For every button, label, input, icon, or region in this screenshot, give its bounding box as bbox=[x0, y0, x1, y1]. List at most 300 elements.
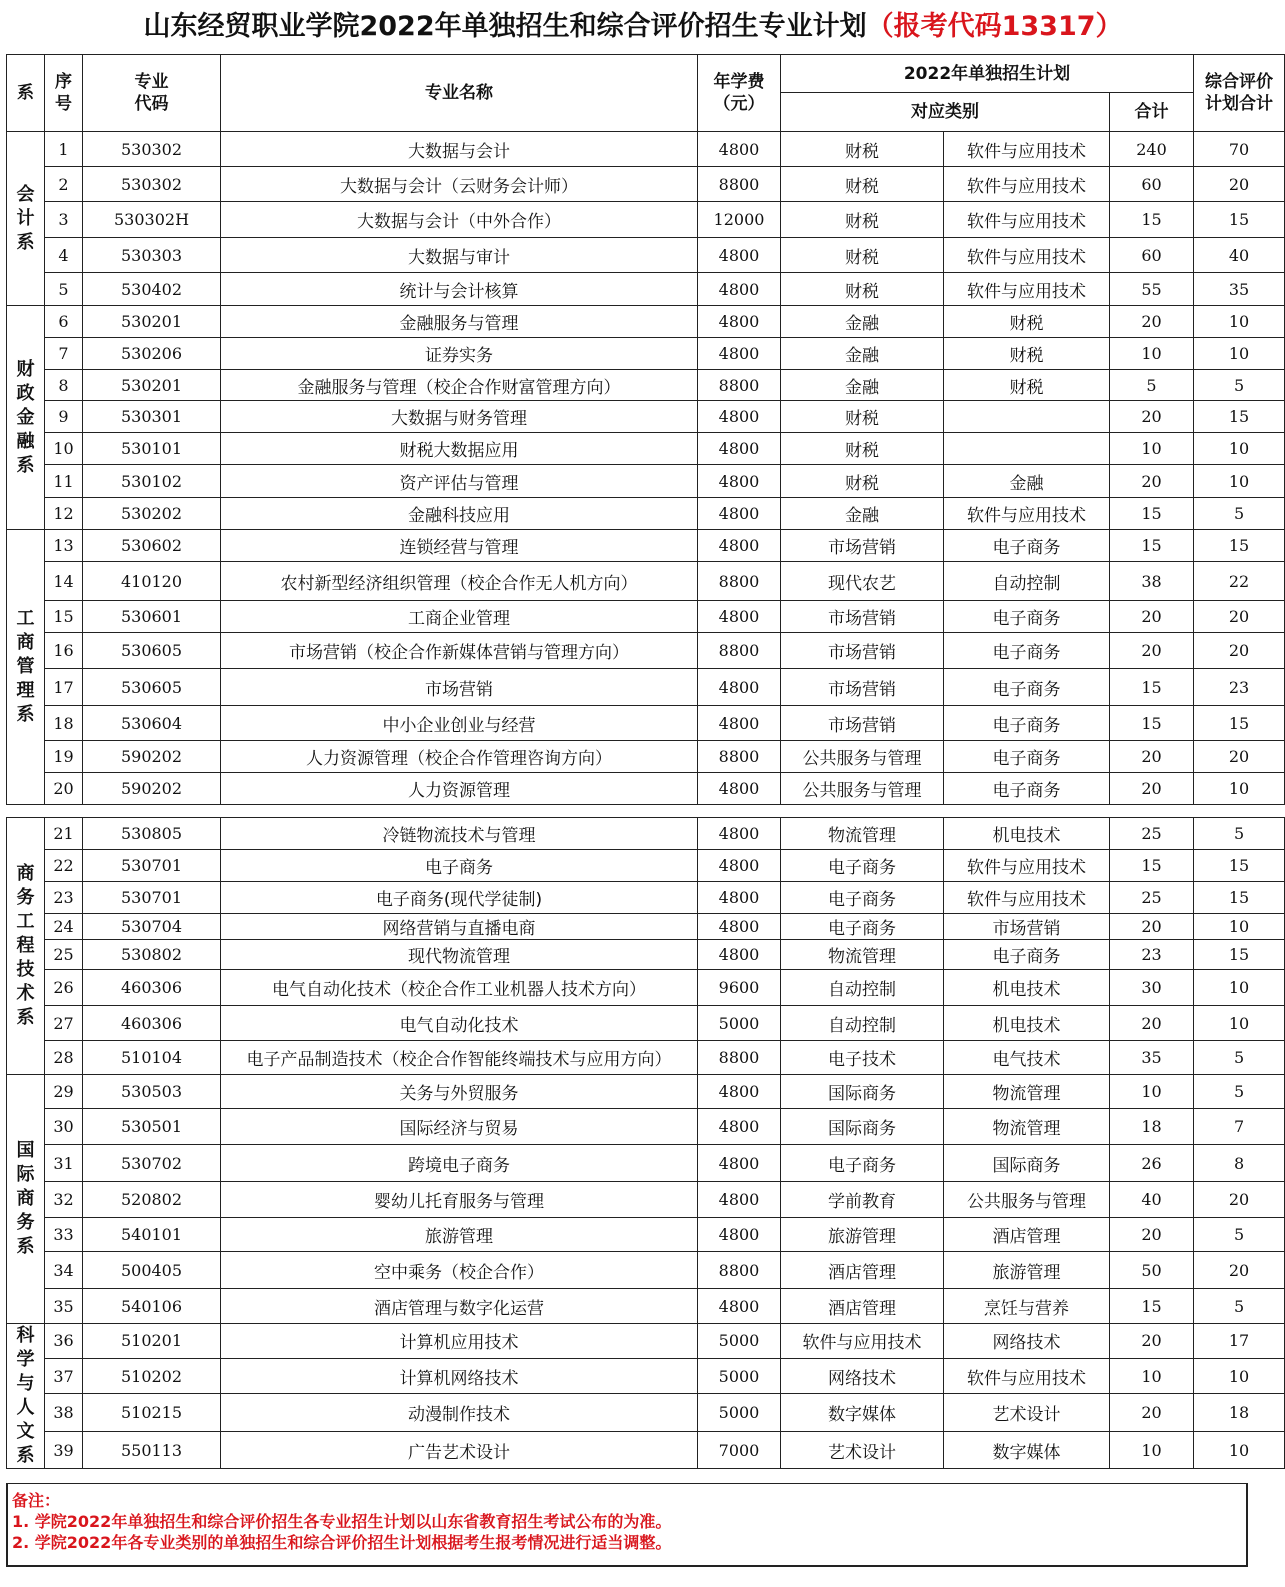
name-cell: 资产评估与管理 bbox=[221, 465, 698, 498]
code-cell: 520802 bbox=[83, 1182, 221, 1218]
seq-cell: 18 bbox=[45, 706, 83, 741]
name-cell: 人力资源管理（校企合作管理咨询方向） bbox=[221, 741, 698, 773]
name-cell: 证券实务 bbox=[221, 338, 698, 370]
comprehensive-cell: 10 bbox=[1194, 970, 1285, 1006]
fee-cell: 4800 bbox=[698, 1145, 781, 1182]
table-gap bbox=[7, 805, 1285, 818]
category-2-cell: 自动控制 bbox=[944, 562, 1110, 601]
seq-cell: 20 bbox=[45, 773, 83, 805]
category-2-cell: 电子商务 bbox=[944, 530, 1110, 562]
table-row bbox=[7, 850, 1285, 882]
category-1-cell: 物流管理 bbox=[781, 940, 944, 970]
table-row bbox=[7, 132, 1285, 167]
category-2-cell: 机电技术 bbox=[944, 818, 1110, 850]
category-2-cell: 物流管理 bbox=[944, 1075, 1110, 1109]
total-cell: 5 bbox=[1110, 370, 1194, 401]
dept-cell: 会计系 bbox=[7, 132, 45, 306]
comprehensive-cell: 15 bbox=[1194, 940, 1285, 970]
seq-cell: 7 bbox=[45, 338, 83, 370]
total-cell: 15 bbox=[1110, 202, 1194, 238]
comprehensive-cell: 10 bbox=[1194, 1358, 1285, 1394]
comprehensive-cell: 8 bbox=[1194, 1145, 1285, 1182]
title-code: （报考代码13317） bbox=[866, 11, 1123, 42]
category-1-cell: 财税 bbox=[781, 401, 944, 433]
category-1-cell: 财税 bbox=[781, 238, 944, 273]
comprehensive-cell: 10 bbox=[1194, 306, 1285, 338]
notes-box bbox=[6, 1483, 1248, 1567]
total-cell: 20 bbox=[1110, 1324, 1194, 1359]
fee-cell: 4800 bbox=[698, 882, 781, 914]
category-1-cell: 财税 bbox=[781, 167, 944, 202]
total-cell: 10 bbox=[1110, 1075, 1194, 1109]
category-1-cell: 电子商务 bbox=[781, 1145, 944, 1182]
category-1-cell: 旅游管理 bbox=[781, 1218, 944, 1252]
comprehensive-cell: 20 bbox=[1194, 741, 1285, 773]
table-row bbox=[7, 562, 1285, 601]
category-2-cell: 软件与应用技术 bbox=[944, 498, 1110, 530]
table-row bbox=[7, 882, 1285, 914]
seq-cell: 29 bbox=[45, 1075, 83, 1109]
name-cell: 大数据与会计 bbox=[221, 132, 698, 167]
fee-cell: 7000 bbox=[698, 1432, 781, 1469]
code-cell: 540106 bbox=[83, 1289, 221, 1324]
category-1-cell: 软件与应用技术 bbox=[781, 1324, 944, 1359]
dept-cell: 工商管理系 bbox=[7, 530, 45, 805]
table-row bbox=[7, 818, 1285, 850]
fee-cell: 4800 bbox=[698, 601, 781, 633]
table-row bbox=[7, 306, 1285, 338]
code-cell: 530704 bbox=[83, 914, 221, 940]
category-2-cell: 市场营销 bbox=[944, 914, 1110, 940]
table-row bbox=[7, 1432, 1285, 1469]
fee-cell: 4800 bbox=[698, 273, 781, 306]
total-cell: 15 bbox=[1110, 1289, 1194, 1324]
comprehensive-cell: 10 bbox=[1194, 433, 1285, 465]
dept-cell: 国际商务系 bbox=[7, 1075, 45, 1324]
name-cell: 国际经济与贸易 bbox=[221, 1109, 698, 1145]
fee-cell: 8800 bbox=[698, 633, 781, 669]
header-name: 专业名称 bbox=[221, 55, 698, 132]
comprehensive-cell: 10 bbox=[1194, 914, 1285, 940]
fee-cell: 8800 bbox=[698, 370, 781, 401]
total-cell: 15 bbox=[1110, 669, 1194, 706]
name-cell: 电子商务 bbox=[221, 850, 698, 882]
category-1-cell: 国际商务 bbox=[781, 1075, 944, 1109]
table-row bbox=[7, 1075, 1285, 1109]
name-cell: 财税大数据应用 bbox=[221, 433, 698, 465]
table-row bbox=[7, 465, 1285, 498]
notes-line-1: 1. 学院2022年单独招生和综合评价招生各专业招生计划以山东省教育招生考试公布的为准。 bbox=[12, 1512, 672, 1531]
code-cell: 510201 bbox=[83, 1324, 221, 1359]
fee-cell: 8800 bbox=[698, 1252, 781, 1289]
table-row bbox=[7, 706, 1285, 741]
name-cell: 金融科技应用 bbox=[221, 498, 698, 530]
comprehensive-cell: 40 bbox=[1194, 238, 1285, 273]
table-row bbox=[7, 1252, 1285, 1289]
seq-cell: 8 bbox=[45, 370, 83, 401]
code-cell: 530702 bbox=[83, 1145, 221, 1182]
total-cell: 10 bbox=[1110, 1358, 1194, 1394]
fee-cell: 4800 bbox=[698, 1109, 781, 1145]
category-2-cell: 电子商务 bbox=[944, 633, 1110, 669]
total-cell: 55 bbox=[1110, 273, 1194, 306]
total-cell: 15 bbox=[1110, 850, 1194, 882]
total-cell: 20 bbox=[1110, 401, 1194, 433]
total-cell: 38 bbox=[1110, 562, 1194, 601]
comprehensive-cell: 5 bbox=[1194, 498, 1285, 530]
category-1-cell: 电子商务 bbox=[781, 850, 944, 882]
table-row bbox=[7, 1006, 1285, 1041]
category-1-cell: 自动控制 bbox=[781, 1006, 944, 1041]
fee-cell: 8800 bbox=[698, 167, 781, 202]
fee-cell: 4800 bbox=[698, 338, 781, 370]
category-2-cell: 物流管理 bbox=[944, 1109, 1110, 1145]
category-2-cell: 软件与应用技术 bbox=[944, 850, 1110, 882]
comprehensive-cell: 20 bbox=[1194, 633, 1285, 669]
table-row bbox=[7, 741, 1285, 773]
name-cell: 广告艺术设计 bbox=[221, 1432, 698, 1469]
category-1-cell: 财税 bbox=[781, 202, 944, 238]
total-cell: 20 bbox=[1110, 1394, 1194, 1432]
seq-cell: 31 bbox=[45, 1145, 83, 1182]
category-2-cell: 机电技术 bbox=[944, 970, 1110, 1006]
name-cell: 工商企业管理 bbox=[221, 601, 698, 633]
table-row bbox=[7, 633, 1285, 669]
header-comprehensive: 综合评价计划合计 bbox=[1194, 55, 1285, 132]
fee-cell: 4800 bbox=[698, 773, 781, 805]
category-1-cell: 电子技术 bbox=[781, 1041, 944, 1075]
fee-cell: 4800 bbox=[698, 914, 781, 940]
total-cell: 60 bbox=[1110, 167, 1194, 202]
comprehensive-cell: 70 bbox=[1194, 132, 1285, 167]
table-row bbox=[7, 1041, 1285, 1075]
total-cell: 10 bbox=[1110, 338, 1194, 370]
category-1-cell: 网络技术 bbox=[781, 1358, 944, 1394]
comprehensive-cell: 10 bbox=[1194, 465, 1285, 498]
fee-cell: 4800 bbox=[698, 1289, 781, 1324]
name-cell: 市场营销（校企合作新媒体营销与管理方向） bbox=[221, 633, 698, 669]
table-row bbox=[7, 1182, 1285, 1218]
seq-cell: 1 bbox=[45, 132, 83, 167]
comprehensive-cell: 20 bbox=[1194, 601, 1285, 633]
category-1-cell: 国际商务 bbox=[781, 1109, 944, 1145]
code-cell: 530701 bbox=[83, 882, 221, 914]
comprehensive-cell: 15 bbox=[1194, 401, 1285, 433]
table-row bbox=[7, 1109, 1285, 1145]
category-2-cell: 软件与应用技术 bbox=[944, 882, 1110, 914]
fee-cell: 5000 bbox=[698, 1006, 781, 1041]
seq-cell: 14 bbox=[45, 562, 83, 601]
total-cell: 10 bbox=[1110, 433, 1194, 465]
fee-cell: 4800 bbox=[698, 940, 781, 970]
code-cell: 530601 bbox=[83, 601, 221, 633]
category-2-cell: 软件与应用技术 bbox=[944, 238, 1110, 273]
fee-cell: 4800 bbox=[698, 850, 781, 882]
category-2-cell: 电气技术 bbox=[944, 1041, 1110, 1075]
name-cell: 中小企业创业与经营 bbox=[221, 706, 698, 741]
total-cell: 15 bbox=[1110, 706, 1194, 741]
category-2-cell: 软件与应用技术 bbox=[944, 202, 1110, 238]
table-row bbox=[7, 238, 1285, 273]
category-2-cell: 国际商务 bbox=[944, 1145, 1110, 1182]
table-row bbox=[7, 338, 1285, 370]
name-cell: 大数据与会计（云财务会计师） bbox=[221, 167, 698, 202]
code-cell: 530206 bbox=[83, 338, 221, 370]
total-cell: 25 bbox=[1110, 882, 1194, 914]
total-cell: 15 bbox=[1110, 498, 1194, 530]
table-row bbox=[7, 433, 1285, 465]
code-cell: 530402 bbox=[83, 273, 221, 306]
name-cell: 连锁经营与管理 bbox=[221, 530, 698, 562]
category-2-cell: 公共服务与管理 bbox=[944, 1182, 1110, 1218]
code-cell: 530202 bbox=[83, 498, 221, 530]
seq-cell: 32 bbox=[45, 1182, 83, 1218]
category-2-cell bbox=[944, 401, 1110, 433]
name-cell: 关务与外贸服务 bbox=[221, 1075, 698, 1109]
name-cell: 现代物流管理 bbox=[221, 940, 698, 970]
total-cell: 25 bbox=[1110, 818, 1194, 850]
name-cell: 金融服务与管理 bbox=[221, 306, 698, 338]
code-cell: 590202 bbox=[83, 773, 221, 805]
comprehensive-cell: 5 bbox=[1194, 1075, 1285, 1109]
seq-cell: 24 bbox=[45, 914, 83, 940]
table-row bbox=[7, 970, 1285, 1006]
category-2-cell: 软件与应用技术 bbox=[944, 167, 1110, 202]
code-cell: 510215 bbox=[83, 1394, 221, 1432]
category-2-cell: 电子商务 bbox=[944, 669, 1110, 706]
comprehensive-cell: 10 bbox=[1194, 1006, 1285, 1041]
seq-cell: 6 bbox=[45, 306, 83, 338]
comprehensive-cell: 15 bbox=[1194, 530, 1285, 562]
table-row bbox=[7, 401, 1285, 433]
code-cell: 530605 bbox=[83, 633, 221, 669]
category-1-cell: 财税 bbox=[781, 273, 944, 306]
category-1-cell: 金融 bbox=[781, 306, 944, 338]
code-cell: 530303 bbox=[83, 238, 221, 273]
table-row bbox=[7, 1145, 1285, 1182]
header-category: 对应类别 bbox=[781, 93, 1110, 132]
category-1-cell: 电子商务 bbox=[781, 882, 944, 914]
table-row bbox=[7, 669, 1285, 706]
fee-cell: 4800 bbox=[698, 498, 781, 530]
code-cell: 530302 bbox=[83, 132, 221, 167]
name-cell: 大数据与会计（中外合作） bbox=[221, 202, 698, 238]
seq-cell: 9 bbox=[45, 401, 83, 433]
comprehensive-cell: 20 bbox=[1194, 167, 1285, 202]
code-cell: 530201 bbox=[83, 370, 221, 401]
comprehensive-cell: 35 bbox=[1194, 273, 1285, 306]
category-1-cell: 公共服务与管理 bbox=[781, 741, 944, 773]
comprehensive-cell: 10 bbox=[1194, 1432, 1285, 1469]
fee-cell: 4800 bbox=[698, 465, 781, 498]
code-cell: 530604 bbox=[83, 706, 221, 741]
comprehensive-cell: 15 bbox=[1194, 706, 1285, 741]
comprehensive-cell: 15 bbox=[1194, 202, 1285, 238]
category-1-cell: 公共服务与管理 bbox=[781, 773, 944, 805]
seq-cell: 13 bbox=[45, 530, 83, 562]
fee-cell: 5000 bbox=[698, 1394, 781, 1432]
code-cell: 530201 bbox=[83, 306, 221, 338]
seq-cell: 15 bbox=[45, 601, 83, 633]
seq-cell: 28 bbox=[45, 1041, 83, 1075]
comprehensive-cell: 17 bbox=[1194, 1324, 1285, 1359]
seq-cell: 34 bbox=[45, 1252, 83, 1289]
code-cell: 510202 bbox=[83, 1358, 221, 1394]
seq-cell: 37 bbox=[45, 1358, 83, 1394]
total-cell: 26 bbox=[1110, 1145, 1194, 1182]
seq-cell: 39 bbox=[45, 1432, 83, 1469]
category-1-cell: 财税 bbox=[781, 132, 944, 167]
fee-cell: 4800 bbox=[698, 433, 781, 465]
total-cell: 40 bbox=[1110, 1182, 1194, 1218]
seq-cell: 23 bbox=[45, 882, 83, 914]
table-row bbox=[7, 773, 1285, 805]
code-cell: 510104 bbox=[83, 1041, 221, 1075]
total-cell: 20 bbox=[1110, 1218, 1194, 1252]
category-2-cell: 烹饪与营养 bbox=[944, 1289, 1110, 1324]
notes-heading: 备注： bbox=[12, 1491, 61, 1510]
comprehensive-cell: 18 bbox=[1194, 1394, 1285, 1432]
comprehensive-cell: 5 bbox=[1194, 818, 1285, 850]
table-row bbox=[7, 1324, 1285, 1359]
category-2-cell: 旅游管理 bbox=[944, 1252, 1110, 1289]
fee-cell: 4800 bbox=[698, 818, 781, 850]
comprehensive-cell: 5 bbox=[1194, 1289, 1285, 1324]
seq-cell: 2 bbox=[45, 167, 83, 202]
seq-cell: 22 bbox=[45, 850, 83, 882]
category-1-cell: 市场营销 bbox=[781, 601, 944, 633]
code-cell: 530301 bbox=[83, 401, 221, 433]
category-1-cell: 财税 bbox=[781, 433, 944, 465]
fee-cell: 4800 bbox=[698, 706, 781, 741]
total-cell: 50 bbox=[1110, 1252, 1194, 1289]
category-1-cell: 财税 bbox=[781, 465, 944, 498]
dept-cell: 科学与人文系 bbox=[7, 1324, 45, 1469]
category-2-cell: 网络技术 bbox=[944, 1324, 1110, 1359]
category-2-cell: 电子商务 bbox=[944, 601, 1110, 633]
seq-cell: 26 bbox=[45, 970, 83, 1006]
fee-cell: 4800 bbox=[698, 1182, 781, 1218]
table-row bbox=[7, 167, 1285, 202]
name-cell: 空中乘务（校企合作） bbox=[221, 1252, 698, 1289]
category-1-cell: 市场营销 bbox=[781, 633, 944, 669]
code-cell: 500405 bbox=[83, 1252, 221, 1289]
seq-cell: 35 bbox=[45, 1289, 83, 1324]
category-1-cell: 金融 bbox=[781, 370, 944, 401]
table-row bbox=[7, 273, 1285, 306]
fee-cell: 4800 bbox=[698, 1218, 781, 1252]
category-1-cell: 自动控制 bbox=[781, 970, 944, 1006]
code-cell: 530602 bbox=[83, 530, 221, 562]
name-cell: 市场营销 bbox=[221, 669, 698, 706]
total-cell: 20 bbox=[1110, 741, 1194, 773]
name-cell: 旅游管理 bbox=[221, 1218, 698, 1252]
table-body bbox=[7, 132, 1285, 1469]
total-cell: 20 bbox=[1110, 601, 1194, 633]
total-cell: 20 bbox=[1110, 773, 1194, 805]
comprehensive-cell: 20 bbox=[1194, 1252, 1285, 1289]
table-row bbox=[7, 1289, 1285, 1324]
category-2-cell: 软件与应用技术 bbox=[944, 132, 1110, 167]
header-total: 合计 bbox=[1110, 93, 1194, 132]
category-2-cell: 机电技术 bbox=[944, 1006, 1110, 1041]
total-cell: 18 bbox=[1110, 1109, 1194, 1145]
total-cell: 20 bbox=[1110, 306, 1194, 338]
name-cell: 大数据与审计 bbox=[221, 238, 698, 273]
header-plan-group: 2022年单独招生计划 bbox=[781, 55, 1194, 93]
seq-cell: 21 bbox=[45, 818, 83, 850]
code-cell: 530503 bbox=[83, 1075, 221, 1109]
category-1-cell: 物流管理 bbox=[781, 818, 944, 850]
comprehensive-cell: 15 bbox=[1194, 882, 1285, 914]
fee-cell: 5000 bbox=[698, 1324, 781, 1359]
code-cell: 460306 bbox=[83, 970, 221, 1006]
code-cell: 590202 bbox=[83, 741, 221, 773]
seq-cell: 12 bbox=[45, 498, 83, 530]
category-1-cell: 电子商务 bbox=[781, 914, 944, 940]
category-2-cell: 电子商务 bbox=[944, 940, 1110, 970]
dept-cell: 商务工程技术系 bbox=[7, 818, 45, 1075]
code-cell: 460306 bbox=[83, 1006, 221, 1041]
seq-cell: 11 bbox=[45, 465, 83, 498]
fee-cell: 9600 bbox=[698, 970, 781, 1006]
code-cell: 530302 bbox=[83, 167, 221, 202]
category-1-cell: 数字媒体 bbox=[781, 1394, 944, 1432]
category-2-cell: 财税 bbox=[944, 338, 1110, 370]
code-cell: 550113 bbox=[83, 1432, 221, 1469]
category-2-cell: 电子商务 bbox=[944, 706, 1110, 741]
table-row bbox=[7, 1394, 1285, 1432]
name-cell: 大数据与财务管理 bbox=[221, 401, 698, 433]
name-cell: 网络营销与直播电商 bbox=[221, 914, 698, 940]
seq-cell: 30 bbox=[45, 1109, 83, 1145]
name-cell: 统计与会计核算 bbox=[221, 273, 698, 306]
comprehensive-cell: 7 bbox=[1194, 1109, 1285, 1145]
fee-cell: 8800 bbox=[698, 1041, 781, 1075]
header-fee: 年学费（元） bbox=[698, 55, 781, 132]
table-row bbox=[7, 202, 1285, 238]
category-2-cell: 酒店管理 bbox=[944, 1218, 1110, 1252]
category-1-cell: 市场营销 bbox=[781, 706, 944, 741]
name-cell: 跨境电子商务 bbox=[221, 1145, 698, 1182]
dept-cell: 财政金融系 bbox=[7, 306, 45, 530]
category-2-cell: 财税 bbox=[944, 370, 1110, 401]
seq-cell: 33 bbox=[45, 1218, 83, 1252]
header-dept: 系 bbox=[7, 55, 45, 132]
code-cell: 530501 bbox=[83, 1109, 221, 1145]
category-2-cell: 财税 bbox=[944, 306, 1110, 338]
comprehensive-cell: 23 bbox=[1194, 669, 1285, 706]
comprehensive-cell: 22 bbox=[1194, 562, 1285, 601]
total-cell: 23 bbox=[1110, 940, 1194, 970]
total-cell: 30 bbox=[1110, 970, 1194, 1006]
name-cell: 计算机应用技术 bbox=[221, 1324, 698, 1359]
table-row bbox=[7, 940, 1285, 970]
seq-cell: 4 bbox=[45, 238, 83, 273]
fee-cell: 4800 bbox=[698, 669, 781, 706]
comprehensive-cell: 5 bbox=[1194, 1218, 1285, 1252]
title-main: 山东经贸职业学院2022年单独招生和综合评价招生专业计划 bbox=[143, 11, 867, 42]
table-row bbox=[7, 530, 1285, 562]
name-cell: 冷链物流技术与管理 bbox=[221, 818, 698, 850]
category-2-cell: 软件与应用技术 bbox=[944, 273, 1110, 306]
comprehensive-cell: 15 bbox=[1194, 850, 1285, 882]
comprehensive-cell: 10 bbox=[1194, 338, 1285, 370]
seq-cell: 36 bbox=[45, 1324, 83, 1359]
category-1-cell: 学前教育 bbox=[781, 1182, 944, 1218]
comprehensive-cell: 5 bbox=[1194, 370, 1285, 401]
fee-cell: 12000 bbox=[698, 202, 781, 238]
